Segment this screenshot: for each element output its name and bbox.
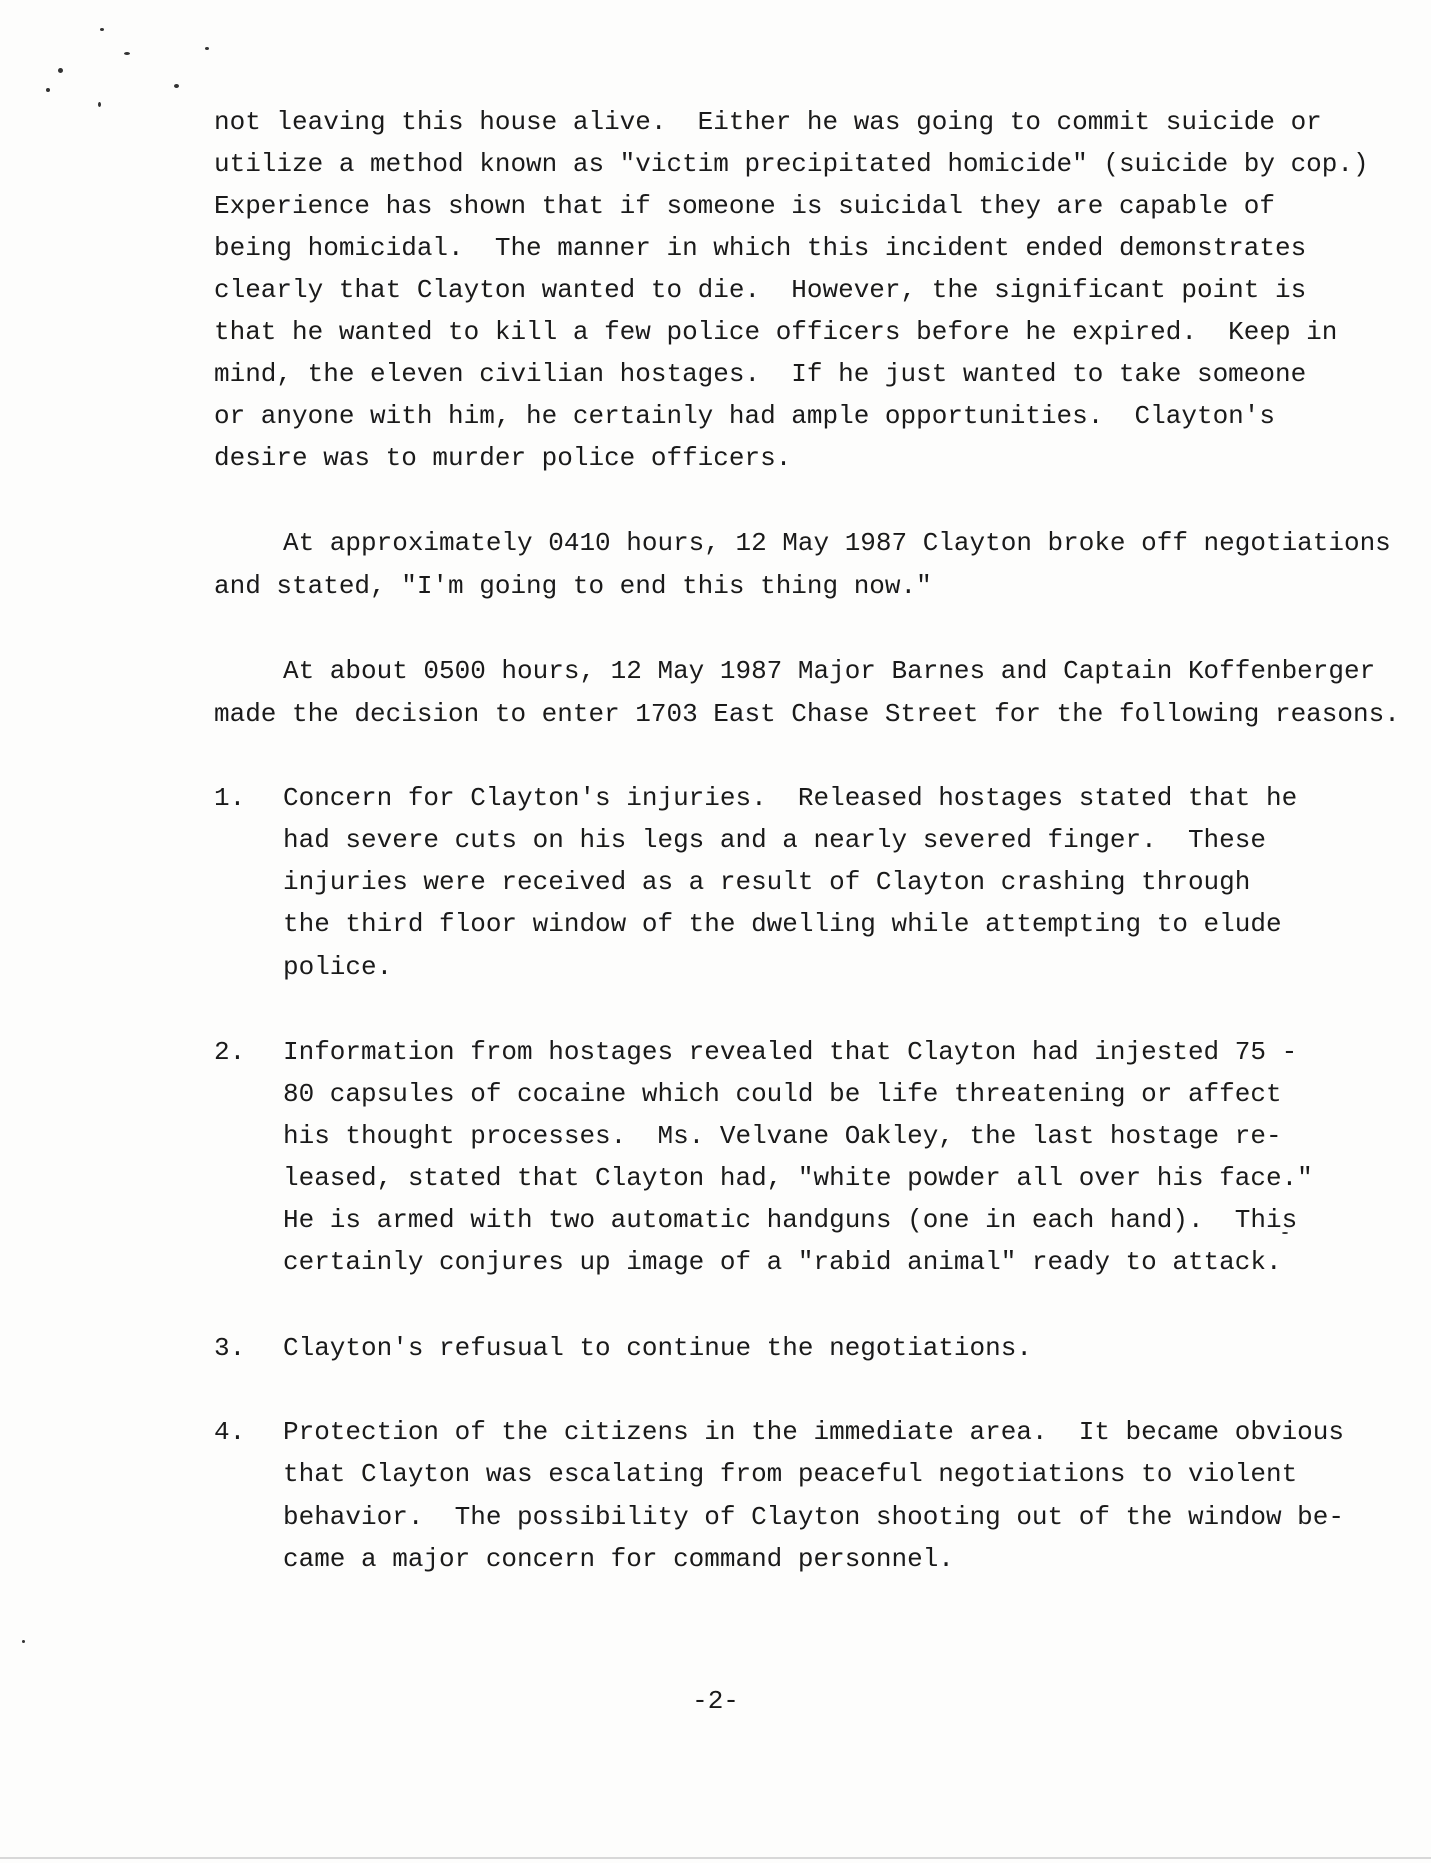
reason-line: behavior. The possibility of Clayton shooting out of the window be- bbox=[283, 1502, 1344, 1532]
paragraph1-line: Experience has shown that if someone is suicidal they are capable of bbox=[214, 191, 1275, 221]
reason-line: his thought processes. Ms. Velvane Oakley, the last hostage re- bbox=[283, 1121, 1282, 1151]
scan-speck bbox=[22, 1640, 25, 1643]
reason-number: 3. bbox=[214, 1333, 246, 1363]
reason-line: came a major concern for command personnel. bbox=[283, 1544, 954, 1574]
paragraph1-line: or anyone with him, he certainly had ample opportunities. Clayton's bbox=[214, 401, 1275, 431]
paragraph1-line: being homicidal. The manner in which this incident ended demonstrates bbox=[214, 233, 1307, 263]
scan-speck bbox=[205, 47, 209, 50]
scan-speck bbox=[100, 28, 104, 31]
paragraph1-line: not leaving this house alive. Either he was going to commit suicide or bbox=[214, 107, 1322, 137]
paragraph1-line: mind, the eleven civilian hostages. If he just wanted to take someone bbox=[214, 359, 1307, 389]
scan-speck bbox=[46, 88, 50, 92]
reason-line: Protection of the citizens in the immediate area. It became obvious bbox=[283, 1417, 1344, 1447]
reason-number: 1. bbox=[214, 783, 246, 813]
scan-speck bbox=[98, 102, 101, 107]
reason-line: Information from hostages revealed that Clayton had injested 75 - bbox=[283, 1037, 1298, 1067]
reason-line: Clayton's refusual to continue the negotiations. bbox=[283, 1333, 1032, 1363]
reason-number: 2. bbox=[214, 1037, 246, 1067]
reason-line: 80 capsules of cocaine which could be life threatening or affect bbox=[283, 1079, 1282, 1109]
paragraph3-line: made the decision to enter 1703 East Chase Street for the following reasons. bbox=[214, 699, 1400, 729]
paragraph3-line: At about 0500 hours, 12 May 1987 Major Barnes and Captain Koffenberger bbox=[283, 656, 1376, 686]
reason-line: had severe cuts on his legs and a nearly severed finger. These bbox=[283, 825, 1266, 855]
paragraph1-line: clearly that Clayton wanted to die. However, the significant point is bbox=[214, 275, 1307, 305]
reason-line: leased, stated that Clayton had, "white powder all over his face." bbox=[283, 1163, 1313, 1193]
scan-speck bbox=[58, 68, 63, 73]
paragraph1-line: that he wanted to kill a few police officers before he expired. Keep in bbox=[214, 317, 1338, 347]
paragraph1-line: desire was to murder police officers. bbox=[214, 443, 792, 473]
reason-line: injuries were received as a result of Clayton crashing through bbox=[283, 867, 1251, 897]
paragraph2-line: At approximately 0410 hours, 12 May 1987 Clayton broke off negotiations bbox=[283, 528, 1391, 558]
paragraph1-line: utilize a method known as "victim precipitated homicide" (suicide by cop.) bbox=[214, 149, 1369, 179]
scan-edge-rule bbox=[0, 1857, 1431, 1859]
reason-line: that Clayton was escalating from peaceful negotiations to violent bbox=[283, 1459, 1298, 1489]
reason-line: police. bbox=[283, 952, 393, 982]
reason-line: the third floor window of the dwelling while attempting to elude bbox=[283, 909, 1282, 939]
paragraph2-line: and stated, "I'm going to end this thing now." bbox=[214, 571, 932, 601]
page-number: -2- bbox=[692, 1686, 739, 1716]
reason-number: 4. bbox=[214, 1417, 246, 1447]
reason-line: certainly conjures up image of a "rabid animal" ready to attack. bbox=[283, 1247, 1282, 1277]
reason-line: He is armed with two automatic handguns (one in each hand). This bbox=[283, 1205, 1298, 1235]
scan-speck bbox=[174, 84, 179, 88]
reason-line: Concern for Clayton's injuries. Released hostages stated that he bbox=[283, 783, 1298, 813]
scan-speck bbox=[124, 52, 130, 55]
